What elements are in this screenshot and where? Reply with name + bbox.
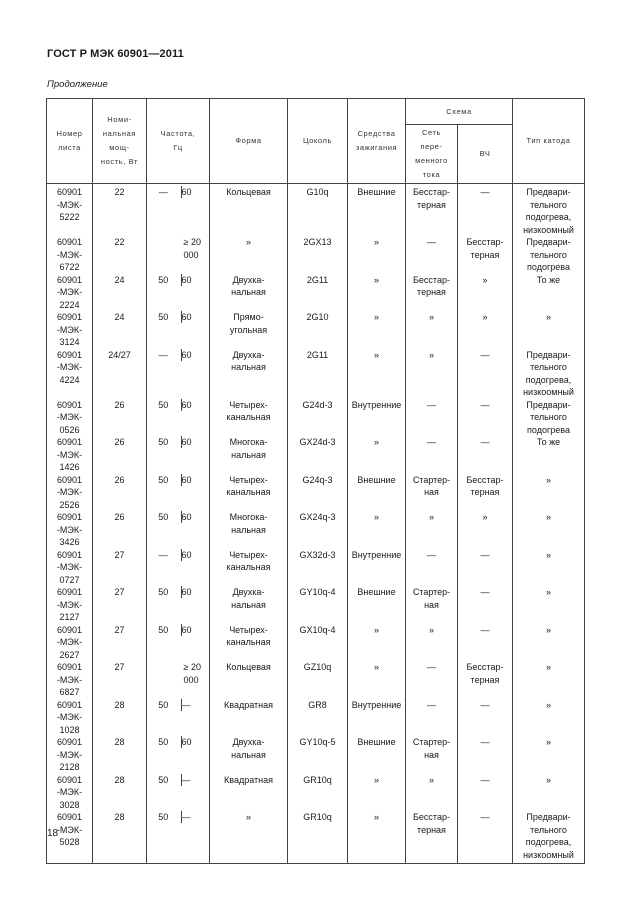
cell-hf: — — [458, 699, 513, 737]
cell-hf: — — [458, 349, 513, 399]
cell-power: 28 — [93, 736, 147, 774]
frequency-2-value: 60 — [181, 624, 192, 635]
cell-ignition: » — [348, 774, 406, 812]
table-row — [47, 349, 585, 399]
frequency-2-value: — — [181, 812, 191, 822]
cell-mains: — — [406, 399, 458, 437]
cell-ignition: » — [348, 511, 406, 549]
cell-ignition: » — [348, 236, 406, 274]
cell-sheet: 60901 -МЭК- 1426 — [47, 436, 93, 474]
cell-base: G24q-3 — [288, 474, 348, 512]
cell-power: 24 — [93, 311, 147, 349]
cell-cathode: » — [513, 624, 585, 662]
cell-hf: — — [458, 811, 513, 864]
cell-power: 27 — [93, 586, 147, 624]
cell-mains: Стартер- ная — [406, 586, 458, 624]
cell-power: 27 — [93, 549, 147, 587]
cell-base: G10q — [288, 184, 348, 237]
cell-form: Многока- нальная — [210, 511, 288, 549]
cell-cathode: Предвари- тельного подогрева — [513, 399, 585, 437]
cell-ignition: » — [348, 811, 406, 864]
table-row — [47, 399, 585, 437]
table-body — [47, 184, 585, 864]
table-header — [47, 99, 585, 184]
header-cathode: Тип катода — [513, 99, 585, 184]
cell-power: 26 — [93, 474, 147, 512]
cell-frequency-1: 50 — [147, 399, 180, 437]
frequency-2-value: 60 — [181, 437, 192, 447]
frequency-2-value: 60 — [181, 187, 192, 197]
cell-mains: Бесстар- терная — [406, 184, 458, 237]
cell-base: GR10q — [288, 774, 348, 812]
cell-cathode: Предвари- тельного подогрева, низкоомный — [513, 184, 585, 237]
frequency-2-value: 60 — [181, 312, 192, 322]
cell-base: GY10q-5 — [288, 736, 348, 774]
cell-base: GZ10q — [288, 661, 348, 699]
cell-mains: — — [406, 549, 458, 587]
header-power: Номи- нальная мощ- ность, Вт — [93, 99, 147, 184]
cell-form: Квадратная — [210, 774, 288, 812]
cell-mains: — — [406, 661, 458, 699]
cell-frequency-1: 50 — [147, 774, 180, 812]
cell-frequency-2 — [180, 811, 210, 864]
cell-frequency-1: — — [147, 549, 180, 587]
cell-ignition: Внешние — [348, 184, 406, 237]
cell-cathode: » — [513, 549, 585, 587]
cell-form: Многока- нальная — [210, 436, 288, 474]
cell-frequency-1: 50 — [147, 474, 180, 512]
cell-sheet: 60901 -МЭК- 2224 — [47, 274, 93, 312]
cell-sheet: 60901 -МЭК- 2127 — [47, 586, 93, 624]
table-row — [47, 436, 585, 474]
cell-ignition: » — [348, 274, 406, 312]
header-frequency: Частота, Гц — [147, 99, 210, 184]
cell-form: Двухка- нальная — [210, 736, 288, 774]
cell-hf: Бесстар- терная — [458, 236, 513, 274]
cell-form: Прямо- угольная — [210, 311, 288, 349]
frequency-2-value: 60 — [181, 274, 192, 285]
table-row — [47, 184, 585, 237]
cell-frequency-2 — [180, 549, 210, 587]
cell-cathode: » — [513, 774, 585, 812]
cell-power: 28 — [93, 699, 147, 737]
cell-sheet: 60901 -МЭК- 3028 — [47, 774, 93, 812]
table-row — [47, 661, 585, 699]
cell-frequency-2 — [180, 399, 210, 437]
cell-base: 2G11 — [288, 349, 348, 399]
cell-cathode: » — [513, 699, 585, 737]
cell-frequency-2 — [180, 586, 210, 624]
cell-cathode: Предвари- тельного подогрева, низкоомный — [513, 349, 585, 399]
cell-sheet: 60901 -МЭК- 0727 — [47, 549, 93, 587]
cell-base: GX32d-3 — [288, 549, 348, 587]
table-row — [47, 274, 585, 312]
cell-hf: — — [458, 736, 513, 774]
cell-mains: » — [406, 774, 458, 812]
frequency-2-value: — — [181, 774, 191, 785]
cell-hf: Бесстар- терная — [458, 661, 513, 699]
cell-base: GX24d-3 — [288, 436, 348, 474]
cell-hf: — — [458, 549, 513, 587]
cell-form: Кольцевая — [210, 184, 288, 237]
cell-power: 26 — [93, 399, 147, 437]
cell-mains: » — [406, 311, 458, 349]
page-number: 18 — [47, 828, 59, 839]
cell-ignition: » — [348, 436, 406, 474]
cell-ignition: Внешние — [348, 474, 406, 512]
frequency-2-value: 60 — [181, 349, 192, 360]
cell-power: 22 — [93, 236, 147, 274]
cell-mains: » — [406, 624, 458, 662]
header-sheet: Номер листа — [47, 99, 93, 184]
table-row — [47, 736, 585, 774]
cell-cathode: » — [513, 311, 585, 349]
cell-frequency-spacer — [147, 236, 180, 274]
cell-mains: — — [406, 236, 458, 274]
cell-ignition: Внешние — [348, 736, 406, 774]
document-title: ГОСТ Р МЭК 60901—2011 — [47, 48, 184, 60]
cell-sheet: 60901 -МЭК- 2627 — [47, 624, 93, 662]
cell-form: Четырех- канальная — [210, 624, 288, 662]
frequency-2-value: 60 — [181, 474, 192, 485]
table-row — [47, 774, 585, 812]
cell-ignition: Внутренние — [348, 699, 406, 737]
frequency-2-value: — — [181, 699, 191, 710]
table-row — [47, 474, 585, 512]
cell-ignition: » — [348, 661, 406, 699]
cell-frequency-2 — [180, 474, 210, 512]
cell-frequency-1: 50 — [147, 586, 180, 624]
cell-cathode: » — [513, 474, 585, 512]
cell-frequency-1: — — [147, 349, 180, 399]
cell-hf: » — [458, 511, 513, 549]
cell-hf: — — [458, 399, 513, 437]
cell-base: GR10q — [288, 811, 348, 864]
cell-frequency-2 — [180, 774, 210, 812]
header-ignition: Средства зажигания — [348, 99, 406, 184]
cell-frequency-1: 50 — [147, 699, 180, 737]
cell-mains: » — [406, 349, 458, 399]
cell-mains: — — [406, 436, 458, 474]
cell-frequency-range: ≥ 20 000 — [180, 236, 210, 274]
cell-hf: — — [458, 624, 513, 662]
cell-base: GX10q-4 — [288, 624, 348, 662]
table-row — [47, 811, 585, 864]
cell-power: 26 — [93, 511, 147, 549]
cell-base: 2G11 — [288, 274, 348, 312]
cell-power: 26 — [93, 436, 147, 474]
cell-frequency-2 — [180, 436, 210, 474]
cell-power: 24 — [93, 274, 147, 312]
cell-base: GX24q-3 — [288, 511, 348, 549]
table-row — [47, 624, 585, 662]
cell-power: 27 — [93, 624, 147, 662]
cell-frequency-2 — [180, 274, 210, 312]
cell-form: Четырех- канальная — [210, 399, 288, 437]
cell-sheet: 60901 -МЭК- 4224 — [47, 349, 93, 399]
cell-frequency-2 — [180, 624, 210, 662]
cell-mains: » — [406, 511, 458, 549]
cell-base: 2G10 — [288, 311, 348, 349]
cell-mains: Стартер- ная — [406, 736, 458, 774]
cell-hf: — — [458, 586, 513, 624]
cell-form: Двухка- нальная — [210, 349, 288, 399]
cell-form: Двухка- нальная — [210, 586, 288, 624]
cell-sheet: 60901 -МЭК- 6722 — [47, 236, 93, 274]
cell-ignition: » — [348, 624, 406, 662]
continuation-label: Продолжение — [47, 79, 108, 90]
cell-power: 28 — [93, 774, 147, 812]
cell-cathode: Предвари- тельного подогрева, низкоомный — [513, 811, 585, 864]
cell-mains: Стартер- ная — [406, 474, 458, 512]
cell-base: 2GX13 — [288, 236, 348, 274]
lamp-spec-table — [46, 98, 585, 864]
cell-frequency-1: 50 — [147, 811, 180, 864]
cell-form: Четырех- канальная — [210, 474, 288, 512]
cell-base: GR8 — [288, 699, 348, 737]
cell-power: 27 — [93, 661, 147, 699]
cell-cathode: Предвари- тельного подогрева — [513, 236, 585, 274]
cell-sheet: 60901 -МЭК- 5028 — [47, 811, 93, 864]
cell-form: » — [210, 811, 288, 864]
cell-sheet: 60901 -МЭК- 2526 — [47, 474, 93, 512]
cell-power: 28 — [93, 811, 147, 864]
cell-sheet: 60901 -МЭК- 0526 — [47, 399, 93, 437]
cell-frequency-1: — — [147, 184, 180, 237]
cell-sheet: 60901 -МЭК- 3426 — [47, 511, 93, 549]
header-mains: Сеть пере- менного тока — [406, 125, 458, 184]
cell-frequency-1: 50 — [147, 511, 180, 549]
cell-frequency-2 — [180, 511, 210, 549]
header-base: Цоколь — [288, 99, 348, 184]
cell-hf: — — [458, 774, 513, 812]
cell-sheet: 60901 -МЭК- 5222 — [47, 184, 93, 237]
cell-base: G24d-3 — [288, 399, 348, 437]
cell-frequency-2 — [180, 311, 210, 349]
cell-power: 24/27 — [93, 349, 147, 399]
cell-ignition: » — [348, 349, 406, 399]
cell-cathode: То же — [513, 436, 585, 474]
table-row — [47, 511, 585, 549]
cell-ignition: » — [348, 311, 406, 349]
table-row — [47, 699, 585, 737]
table-row — [47, 586, 585, 624]
cell-frequency-1: 50 — [147, 736, 180, 774]
cell-form: Квадратная — [210, 699, 288, 737]
cell-cathode: » — [513, 661, 585, 699]
cell-frequency-1: 50 — [147, 274, 180, 312]
cell-form: Четырех- канальная — [210, 549, 288, 587]
cell-sheet: 60901 -МЭК- 3124 — [47, 311, 93, 349]
cell-frequency-1: 50 — [147, 311, 180, 349]
cell-base: GY10q-4 — [288, 586, 348, 624]
cell-frequency-range: ≥ 20 000 — [180, 661, 210, 699]
header-hf: ВЧ — [458, 125, 513, 184]
cell-mains: Бесстар- терная — [406, 811, 458, 864]
cell-hf: Бесстар- терная — [458, 474, 513, 512]
cell-frequency-spacer — [147, 661, 180, 699]
cell-cathode: » — [513, 511, 585, 549]
cell-sheet: 60901 -МЭК- 1028 — [47, 699, 93, 737]
frequency-2-value: 60 — [181, 587, 192, 597]
cell-mains: Бесстар- терная — [406, 274, 458, 312]
frequency-2-value: 60 — [181, 737, 192, 747]
table-row — [47, 311, 585, 349]
cell-mains: — — [406, 699, 458, 737]
cell-ignition: Внешние — [348, 586, 406, 624]
frequency-2-value: 60 — [181, 512, 192, 522]
header-scheme: Схема — [406, 99, 513, 125]
table-row — [47, 549, 585, 587]
cell-hf: — — [458, 436, 513, 474]
table-row — [47, 236, 585, 274]
cell-cathode: То же — [513, 274, 585, 312]
cell-frequency-1: 50 — [147, 436, 180, 474]
frequency-2-value: 60 — [181, 399, 192, 410]
cell-cathode: » — [513, 586, 585, 624]
cell-frequency-2 — [180, 699, 210, 737]
cell-sheet: 60901 -МЭК- 2128 — [47, 736, 93, 774]
cell-cathode: » — [513, 736, 585, 774]
cell-hf: » — [458, 274, 513, 312]
cell-frequency-1: 50 — [147, 624, 180, 662]
cell-form: Кольцевая — [210, 661, 288, 699]
frequency-2-value: 60 — [181, 549, 192, 560]
cell-hf: » — [458, 311, 513, 349]
cell-power: 22 — [93, 184, 147, 237]
cell-frequency-2 — [180, 349, 210, 399]
header-form: Форма — [210, 99, 288, 184]
cell-hf: — — [458, 184, 513, 237]
cell-ignition: Внутренние — [348, 399, 406, 437]
cell-frequency-2 — [180, 736, 210, 774]
cell-frequency-2 — [180, 184, 210, 237]
cell-form: Двухка- нальная — [210, 274, 288, 312]
cell-form: » — [210, 236, 288, 274]
cell-sheet: 60901 -МЭК- 6827 — [47, 661, 93, 699]
cell-ignition: Внутренние — [348, 549, 406, 587]
